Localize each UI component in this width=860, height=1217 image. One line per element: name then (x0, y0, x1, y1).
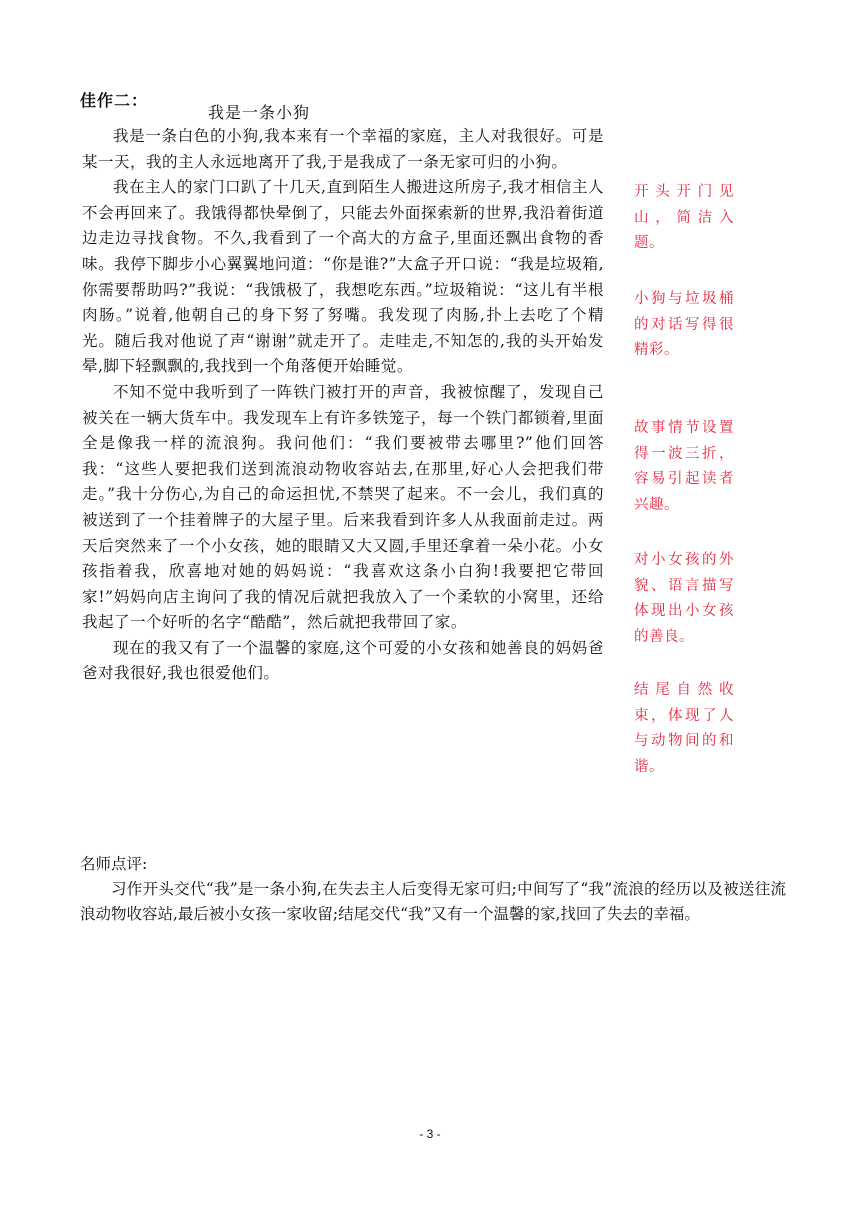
page-number: - 3 - (419, 1127, 441, 1141)
margin-comment: 开头开门见山，简洁入题。 (634, 184, 734, 252)
margin-comment: 结尾自然收束，体现了人与动物间的和谐。 (634, 682, 734, 775)
margin-comment: 小狗与垃圾桶的对话写得很精彩。 (634, 291, 734, 359)
essay-paragraph: 不知不觉中我听到了一阵铁门被打开的声音，我被惊醒了，发现自己被关在一辆大货车中。我发现车上有许多铁笼子，每一个铁门都锁着,里面全是像我一样的流浪狗。我问他们：“我们要被带去哪里?”他们回答我：“这些人要把我们送到流浪动物收容站去,在那里,好心人会把我们带走。”我十分伤心,为自己的命运担忧,不禁哭了起来。不一会儿，我们真的被送到了一个挂着牌子的大屋子里。后来我看到许多人从我面前走过。两天后突然来了一个小女孩，她的眼睛又大又圆,手里还拿着一朵小花。小女孩指着我，欣喜地对她的妈妈说：“我喜欢这条小白狗!我要把它带回家!”妈妈向店主询问了我的情况后就把我放入了一个柔软的小窝里，还给我起了一个好听的名字“酷酷”，然后就把我带回了家。 (82, 382, 604, 632)
review-label: 名师点评: (80, 855, 148, 873)
section-label: 佳作二： (80, 91, 149, 110)
essay-body (82, 124, 604, 687)
review-text: 习作开头交代“我”是一条小狗,在失去主人后变得无家可归;中间写了“我”流浪的经历以及被送往流浪动物收容站,最后被小女孩一家收留;结尾交代“我”又有一个温馨的家,找回了失去的幸福。 (80, 880, 786, 923)
essay-paragraph: 我是一条白色的小狗,我本来有一个幸福的家庭，主人对我很好。可是某一天，我的主人永远地离开了我,于是我成了一条无家可归的小狗。 (82, 127, 604, 171)
margin-comment: 对小女孩的外貌、语言描写体现出小女孩的善良。 (634, 552, 734, 645)
margin-comment: 故事情节设置得一波三折，容易引起读者兴趣。 (634, 420, 734, 513)
essay-paragraph: 现在的我又有了一个温馨的家庭,这个可爱的小女孩和她善良的妈妈爸爸对我很好,我也很爱他们。 (82, 638, 604, 683)
essay-paragraph: 我在主人的家门口趴了十几天,直到陌生人搬进这所房子,我才相信主人不会再回来了。我饿得都快晕倒了，只能去外面探索新的世界,我沿着街道边走边寻找食物。不久,我看到了一个高大的方盒子,里面还飘出食物的香味。我停下脚步小心翼翼地问道：“你是谁?”大盒子开口说：“我是垃圾箱,你需要帮助吗?”我说：“我饿极了，我想吃东西。”垃圾箱说：“这儿有半根肉肠。”说着,他朝自己的身下努了努嘴。我发现了肉肠,扑上去吃了个精光。随后我对他说了声“谢谢”就走开了。走哇走,不知怎的,我的头开始发晕,脚下轻飘飘的,我找到一个角落便开始睡觉。 (82, 178, 604, 376)
essay-title: 我是一条小狗 (208, 103, 311, 122)
